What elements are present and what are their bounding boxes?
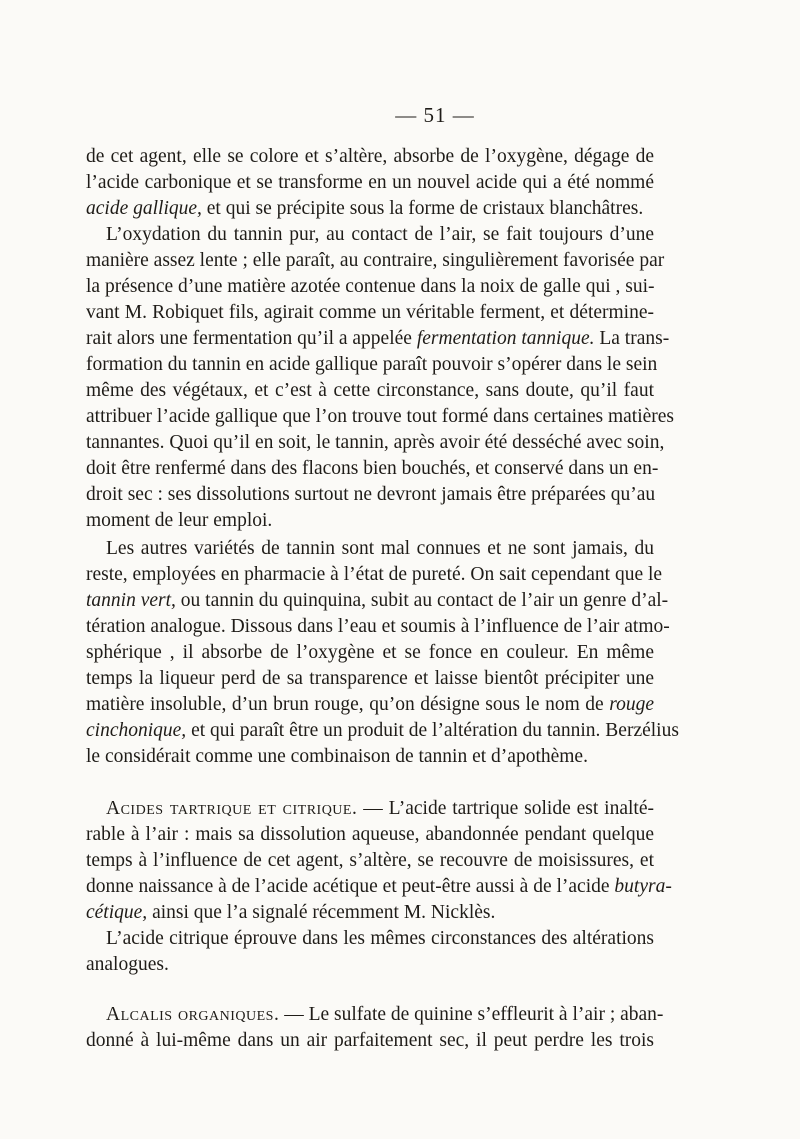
text-line: temps à l’influence de cet agent, s’altère, se recouvre de moisissures, et (86, 850, 654, 871)
section-heading-line: Acides tartrique et citrique. — L’acide tartrique solide est inalté- (106, 798, 654, 819)
text-line: attribuer l’acide gallique que l’on trouve tout formé dans certaines matières (86, 406, 675, 427)
text-line: acide gallique, et qui se précipite sous la forme de cristaux blanchâtres. (86, 198, 644, 219)
text-line: moment de leur emploi. (86, 510, 273, 531)
text-line: L’oxydation du tannin pur, au contact de l’air, se fait toujours d’une (106, 224, 654, 245)
text-line: matière insoluble, d’un brun rouge, qu’on désigne sous le nom de rouge (86, 694, 654, 715)
text-line: droit sec : ses dissolutions surtout ne devront jamais être préparées qu’au (86, 484, 656, 505)
text-line: la présence d’une matière azotée contenue dans la noix de galle qui , sui- (86, 276, 655, 297)
text-line: le considérait comme une combinaison de tannin et d’apothème. (86, 746, 588, 767)
text-line: manière assez lente ; elle paraît, au contraire, singulièrement favorisée par (86, 250, 665, 271)
text-line: même des végétaux, et c’est à cette circonstance, sans doute, qu’il faut (86, 380, 654, 401)
text-line: l’acide carbonique et se transforme en un nouvel acide qui a été nommé (86, 172, 654, 193)
section-heading-line: Alcalis organiques. — Le sulfate de quinine s’effleurit à l’air ; aban- (106, 1004, 664, 1025)
text-line: vant M. Robiquet fils, agirait comme un véritable ferment, et détermine- (86, 302, 654, 323)
text-line: formation du tannin en acide gallique paraît pouvoir s’opérer dans le sein (86, 354, 658, 375)
text-line: tannantes. Quoi qu’il en soit, le tannin, après avoir été desséché avec soin, (86, 432, 665, 453)
text-line: tération analogue. Dissous dans l’eau et soumis à l’influence de l’air atmo- (86, 616, 670, 637)
text-line: doit être renfermé dans des flacons bien bouchés, et conservé dans un en- (86, 458, 659, 479)
text-line: Les autres variétés de tannin sont mal connues et ne sont jamais, du (106, 538, 654, 559)
text-line: rait alors une fermentation qu’il a appelée fermentation tannique. La trans- (86, 328, 670, 349)
section-heading: Acides tartrique et citrique. (106, 798, 358, 819)
text-line: donné à lui-même dans un air parfaitement sec, il peut perdre les trois (86, 1030, 654, 1051)
text-line: tannin vert, ou tannin du quinquina, subit au contact de l’air un genre d’al- (86, 590, 669, 611)
text-line: analogues. (86, 954, 169, 975)
text-line: sphérique , il absorbe de l’oxygène et se fonce en couleur. En même (86, 642, 654, 663)
section-heading: Alcalis organiques. (106, 1004, 280, 1025)
text-line: reste, employées en pharmacie à l’état de pureté. On sait cependant que le (86, 564, 663, 585)
text-line: L’acide citrique éprouve dans les mêmes circonstances des altérations (106, 928, 654, 949)
text-line: temps la liqueur perd de sa transparence et laisse bientôt précipiter une (86, 668, 654, 689)
text-line: de cet agent, elle se colore et s’altère, absorbe de l’oxygène, dégage de (86, 146, 654, 167)
text-line: cinchonique, et qui paraît être un produit de l’altération du tannin. Berzélius (86, 720, 679, 741)
page-number: — 51 — (395, 103, 475, 127)
text-line: donne naissance à de l’acide acétique et peut-être aussi à de l’acide butyra- (86, 876, 672, 897)
text-line: rable à l’air : mais sa dissolution aqueuse, abandonnée pendant quelque (86, 824, 654, 845)
text-line: cétique, ainsi que l’a signalé récemment M. Nicklès. (86, 902, 496, 923)
